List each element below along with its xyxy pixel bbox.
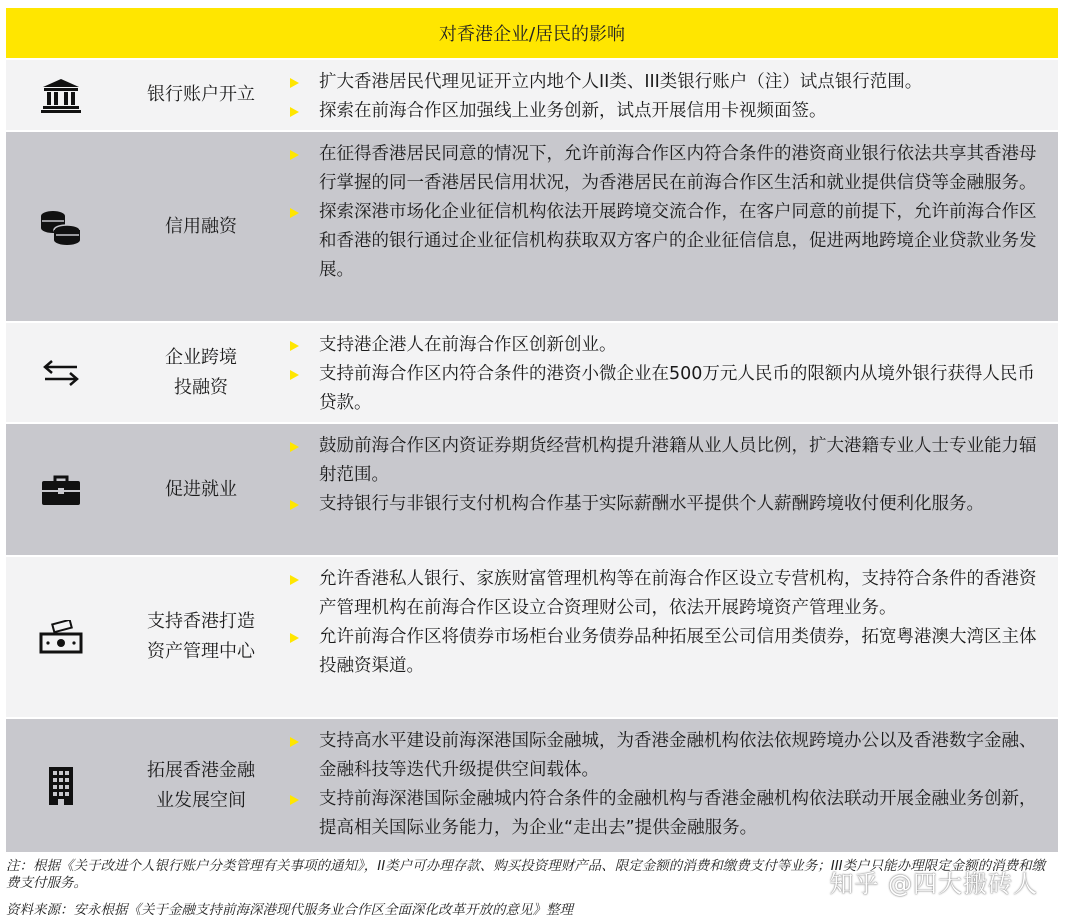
bank-icon [6, 60, 116, 130]
bullet-arrow-icon [290, 341, 299, 351]
row-content [286, 132, 1058, 321]
briefcase-icon [6, 424, 116, 555]
bullet-item: 探索深港市场化企业征信机构依法开展跨境交流合作，在客户同意的前提下，允许前海合作区和香港的银行通过企业征信机构获取双方客户的企业征信信息，促进两地跨境企业贷款业务发展。 [286, 198, 1044, 285]
bullet-item: 允许前海合作区将债券市场柜台业务债券品种拓展至公司信用类债券，拓宽粤港澳大湾区主体投融资渠道。 [286, 623, 1044, 681]
bullet-item: 支持前海深港国际金融城内符合条件的金融机构与香港金融机构依法联动开展金融业务创新，提高相关国际业务能力，为企业“走出去”提供金融服务。 [286, 785, 1044, 843]
row-content [286, 557, 1058, 717]
bullet-item: 支持前海合作区内符合条件的港资小微企业在500万元人民币的限额内从境外银行获得人民币贷款。 [286, 360, 1044, 418]
table-title: 对香港企业/居民的影响 [438, 24, 626, 45]
table-row [6, 719, 1058, 854]
coins-icon [6, 132, 116, 321]
row-category: 信用融资 [165, 215, 237, 237]
exchange-arrows-icon [6, 323, 116, 422]
cash-icon [6, 557, 116, 717]
bullet-arrow-icon [290, 737, 299, 747]
table-row [6, 424, 1058, 557]
bullet-item: 支持银行与非银行支付机构合作基于实际薪酬水平提供个人薪酬跨境收付便利化服务。 [286, 490, 1044, 519]
footnote: 注：根据《关于改进个人银行账户分类管理有关事项的通知》，II类户可办理存款、购买投资理财产品、限定金额的消费和缴费支付等业务；III类户只能办理限定金额的消费和缴费支付服务。 [6, 858, 1046, 891]
row-category: 企业跨境 投融资 [165, 346, 237, 398]
table-row [6, 557, 1058, 719]
table-row [6, 132, 1058, 323]
bullet-item: 扩大香港居民代理见证开立内地个人II类、III类银行账户（注）试点银行范围。 [286, 68, 1044, 97]
impact-table [6, 8, 1058, 854]
source-note: 资料来源：安永根据《关于金融支持前海深港现代服务业合作区全面深化改革开放的意见》整理 [6, 902, 573, 918]
bullet-item: 支持港企港人在前海合作区创新创业。 [286, 331, 1044, 360]
bullet-arrow-icon [290, 442, 299, 452]
bullet-arrow-icon [290, 500, 299, 510]
bullet-item: 鼓励前海合作区内资证券期货经营机构提升港籍从业人员比例，扩大港籍专业人士专业能力辐射范围。 [286, 432, 1044, 490]
bullet-item: 允许香港私人银行、家族财富管理机构等在前海合作区设立专营机构，支持符合条件的香港资产管理机构在前海合作区设立合资理财公司，依法开展跨境资产管理业务。 [286, 565, 1044, 623]
row-content [286, 424, 1058, 555]
bullet-arrow-icon [290, 575, 299, 585]
bullet-arrow-icon [290, 208, 299, 218]
row-category: 支持香港打造 资产管理中心 [147, 611, 255, 662]
row-category: 拓展香港金融 业发展空间 [147, 759, 255, 811]
bullet-arrow-icon [290, 633, 299, 643]
bullet-arrow-icon [290, 107, 299, 117]
bullet-arrow-icon [290, 78, 299, 88]
row-content [286, 323, 1058, 422]
row-category: 促进就业 [165, 478, 237, 500]
table-header [6, 8, 1058, 60]
table-row [6, 60, 1058, 132]
row-content [286, 60, 1058, 130]
bullet-item: 探索在前海合作区加强线上业务创新，试点开展信用卡视频面签。 [286, 97, 1044, 126]
watermark: 知乎 @四大搬砖人 [829, 870, 1038, 898]
table-row [6, 323, 1058, 424]
office-building-icon [6, 719, 116, 852]
bullet-arrow-icon [290, 150, 299, 160]
bullet-item: 支持高水平建设前海深港国际金融城，为香港金融机构依法依规跨境办公以及香港数字金融、金融科技等迭代升级提供空间载体。 [286, 727, 1044, 785]
row-content [286, 719, 1058, 852]
bullet-arrow-icon [290, 795, 299, 805]
bullet-item: 在征得香港居民同意的情况下，允许前海合作区内符合条件的港资商业银行依法共享其香港母行掌握的同一香港居民信用状况，为香港居民在前海合作区生活和就业提供信贷等金融服务。 [286, 140, 1044, 198]
row-category: 银行账户开立 [147, 84, 255, 105]
bullet-arrow-icon [290, 370, 299, 380]
